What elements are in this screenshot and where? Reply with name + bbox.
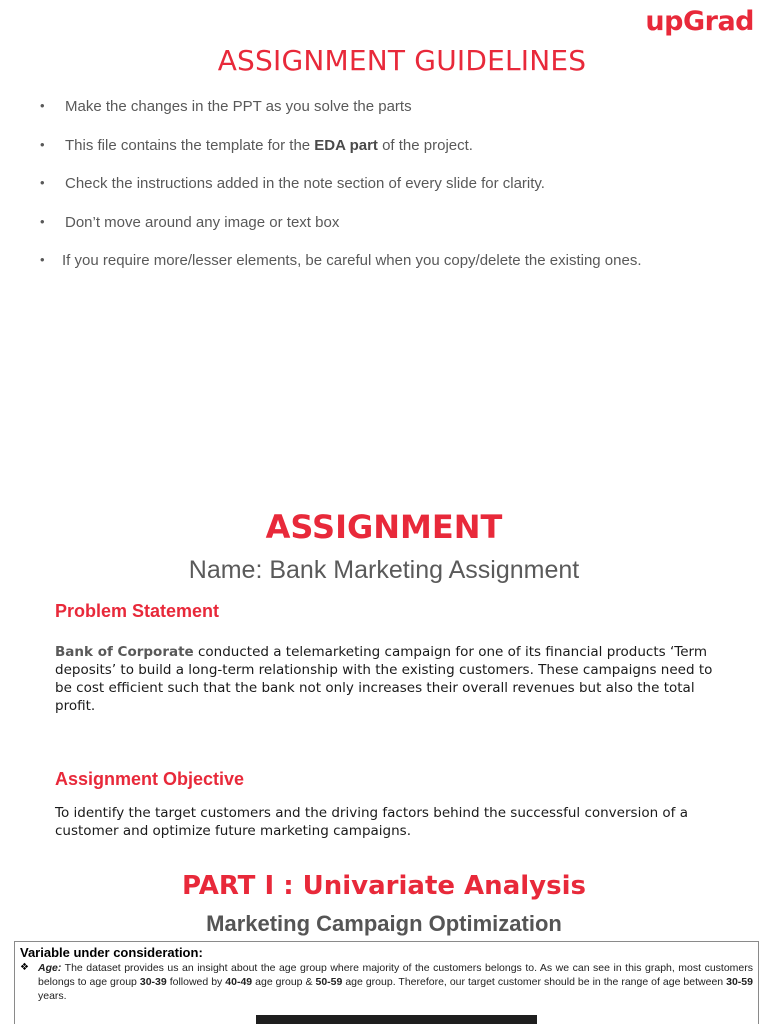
age-label: Age: xyxy=(38,962,62,974)
bullet-icon: • xyxy=(40,175,45,190)
age-text: followed by xyxy=(166,976,226,988)
age-group: 30-59 xyxy=(726,976,753,988)
guideline-text: Make the changes in the PPT as you solve the parts xyxy=(65,98,412,115)
age-text: The dataset provides us an insight about the age group where majority of the customers belongs to. As we can see in this graph, most customers belongs to age group xyxy=(38,962,753,988)
bullet-icon: • xyxy=(40,98,45,113)
guideline-item xyxy=(40,252,760,291)
assignment-objective-text: To identify the target customers and the driving factors behind the successful conversion of a customer and optimize future marketing campaigns. xyxy=(55,805,688,839)
guideline-text xyxy=(65,137,473,176)
guideline-text-post: of the project. xyxy=(377,136,473,154)
guideline-item xyxy=(40,98,760,137)
age-text: years. xyxy=(38,990,67,1002)
assignment-objective-heading: Assignment Objective xyxy=(55,769,245,789)
bullet-icon: • xyxy=(40,136,45,152)
age-description-text xyxy=(38,961,753,1003)
age-group: 40-49 xyxy=(225,976,253,988)
guideline-item xyxy=(40,175,760,214)
guidelines-title: ASSIGNMENT GUIDELINES xyxy=(217,44,587,77)
guideline-item xyxy=(40,137,760,176)
assignment-title: ASSIGNMENT xyxy=(265,508,503,546)
part-title: PART I : Univariate Analysis xyxy=(182,871,586,901)
assignment-name: Name: Bank Marketing Assignment xyxy=(188,556,580,584)
problem-statement-heading: Problem Statement xyxy=(55,601,220,621)
variable-box xyxy=(14,941,759,1024)
age-text: age group & xyxy=(252,976,316,988)
age-group: 30-39 xyxy=(139,976,167,988)
bullet-icon: • xyxy=(40,213,45,229)
variable-heading: Variable under consideration: xyxy=(20,945,203,960)
part-subtitle: Marketing Campaign Optimization xyxy=(206,911,562,936)
age-text: age group. Therefore, our target customer should be in the range of age between xyxy=(342,976,727,988)
guideline-text-bold: EDA part xyxy=(314,136,378,154)
diamond-bullet-icon: ❖ xyxy=(20,962,29,973)
guidelines-list xyxy=(40,98,760,291)
problem-statement-text xyxy=(55,643,715,715)
chart-image xyxy=(256,1015,537,1024)
guideline-text: Check the instructions added in the note section of every slide for clarity. xyxy=(65,175,545,192)
bank-name: Bank of Corporate xyxy=(55,644,194,660)
guideline-text: Don’t move around any image or text box xyxy=(65,213,340,231)
bullet-icon: • xyxy=(40,252,45,267)
guideline-text-pre: This file contains the template for the xyxy=(65,136,315,154)
upgrad-logo: upGrad xyxy=(645,6,754,37)
problem-statement-body: conducted a telemarketing campaign for one of its financial products ‘Term deposits’ to build a long-term relationship with the existing customers. These campaigns need to be cost efficient such that the bank not only increases their overall revenues but also the total profit. xyxy=(55,644,713,714)
guideline-item xyxy=(40,214,760,253)
age-description xyxy=(20,961,753,1003)
age-group: 50-59 xyxy=(315,976,343,988)
guideline-text: If you require more/lesser elements, be careful when you copy/delete the existing ones. xyxy=(62,252,642,269)
